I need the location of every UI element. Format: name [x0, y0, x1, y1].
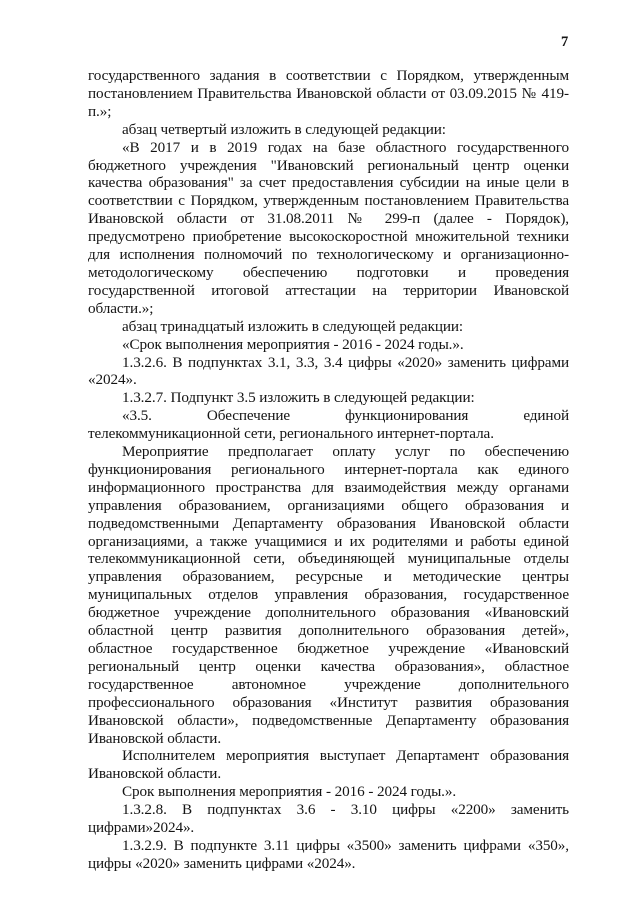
- paragraph-1-3-2-9: 1.3.2.9. В подпункте 3.11 цифры «3500» заменить цифрами «350», цифры «2020» заменить цифрами «2024».: [88, 836, 569, 872]
- paragraph-executor: Исполнителем мероприятия выступает Департамент образования Ивановской области.: [88, 747, 569, 783]
- paragraph-1-3-2-6: 1.3.2.6. В подпунктах 3.1, 3.3, 3.4 цифры «2020» заменить цифрами «2024».: [88, 353, 569, 389]
- paragraph-1-3-2-8: 1.3.2.8. В подпунктах 3.6 - 3.10 цифры «2200» заменить цифрами»2024».: [88, 801, 569, 837]
- paragraph-state-assignment-end: государственного задания в соответствии с Порядком, утвержденным постановлением Правительства Ивановской области от 03.09.2015 № 419-п.»;: [88, 67, 569, 120]
- document-body: [88, 67, 569, 873]
- paragraph-3-5-heading: «3.5. Обеспечение функционирования единой телекоммуникационной сети, регионального интернет-портала.: [88, 407, 569, 443]
- paragraph-1-3-2-7: 1.3.2.7. Подпункт 3.5 изложить в следующей редакции:: [122, 389, 475, 407]
- paragraph-term-end: Срок выполнения мероприятия - 2016 - 2024 годы.».: [122, 783, 457, 801]
- paragraph-amend-thirteenth-abzac: абзац тринадцатый изложить в следующей редакции:: [122, 317, 464, 335]
- paragraph-measure-description: Мероприятие предполагает оплату услуг по обеспечению функционирования регионального интернет-портала как единого информационного пространства для взаимодействия между органами управления образованием, организациями общего образования и подведомственными Департаменту образования Ивановской области организациями, а также учащимися и их родителями и работы единой телекоммуникационной сети, объединяющей муниципальные отделы управления образованием, ресурсные и методические центры муниципальных отделов управления образования, государственное бюджетное учреждение дополнительного образования «Ивановский областной центр развития дополнительного образования детей», областное государственное бюджетное учреждение «Ивановский региональный центр оценки качества образования», областное государственное автономное учреждение дополнительного профессионального образования «Институт развития образования Ивановской области», подведомственные Департаменту образования Ивановской области.: [88, 443, 569, 747]
- paragraph-equipment-purchase: «В 2017 и в 2019 годах на базе областного государственного бюджетного учреждения "Ивановский региональный центр оценки качества образования" за счет предоставления субсидии на иные цели в соответствии с Порядком, утвержденным постановлением Правительства Ивановской области от 31.08.2011 № 299-п (далее - Порядок), предусмотрено приобретение высокоскоростной множительной техники для исполнения полномочий по технологическому и организационно-методологическому обеспечению подготовки и проведения государственной итоговой аттестации на территории Ивановской области.»;: [88, 138, 569, 317]
- paragraph-amend-fourth-abzac: абзац четвертый изложить в следующей редакции:: [122, 120, 446, 138]
- paragraph-term-quote: «Срок выполнения мероприятия - 2016 - 2024 годы.».: [122, 335, 464, 353]
- page-number: 7: [561, 34, 569, 50]
